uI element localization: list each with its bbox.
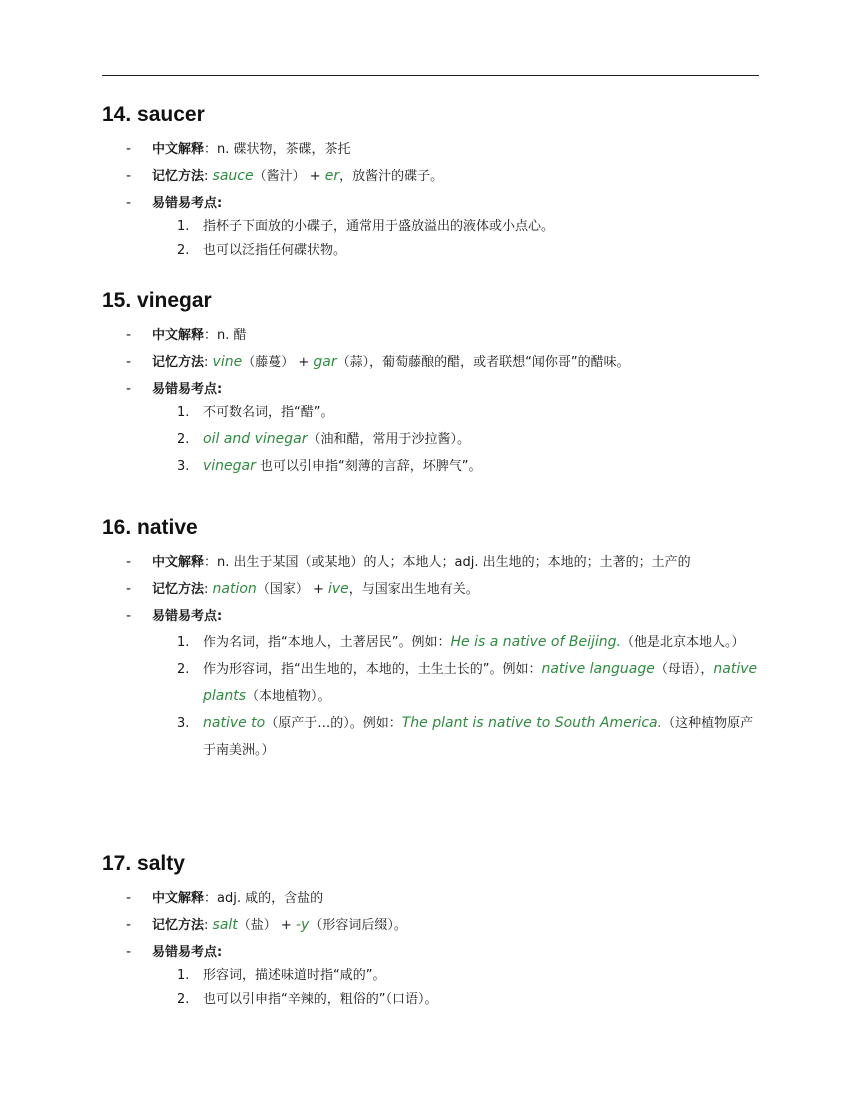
text-fragment: ，放酱汁的碟子。 xyxy=(339,169,444,184)
text-fragment: : xyxy=(204,169,213,184)
english-term: er xyxy=(324,168,340,184)
pitfall-row: - 易错易考点: xyxy=(102,193,759,214)
memory-label: 记忆方法 xyxy=(152,582,205,597)
memory-text xyxy=(204,355,630,370)
pitfall-item xyxy=(102,710,759,764)
memory-text xyxy=(204,582,479,597)
entry-title: 15. vinegar xyxy=(102,289,212,312)
pitfall-label: 易错易考点 xyxy=(152,609,218,624)
english-term: sauce xyxy=(212,168,254,184)
pitfall-item xyxy=(102,402,759,423)
meaning-label: 中文解释 xyxy=(152,142,205,157)
list-number: 1. xyxy=(177,405,190,420)
meaning-label: 中文解释 xyxy=(152,891,205,906)
list-number: 2. xyxy=(177,992,190,1007)
bullet-dash: - xyxy=(126,168,132,184)
text-fragment: 也可以引申指“刻薄的言辞，坏脾气”。 xyxy=(255,459,482,474)
pitfall-item xyxy=(102,216,759,237)
memory-row xyxy=(102,352,759,373)
text-fragment: 也可以引申指“辛辣的，粗俗的”（口语）。 xyxy=(203,992,438,1007)
list-number: 2. xyxy=(177,243,190,258)
text-fragment: （国家） + xyxy=(256,582,328,597)
bullet-dash: - xyxy=(126,890,132,906)
bullet-dash: - xyxy=(126,944,132,960)
memory-label: 记忆方法 xyxy=(152,355,205,370)
pitfall-label: 易错易考点 xyxy=(152,945,218,960)
pitfall-label: 易错易考点 xyxy=(152,382,218,397)
memory-row xyxy=(102,579,759,600)
bullet-dash: - xyxy=(126,354,132,370)
entry-title: 16. native xyxy=(102,516,198,539)
pitfall-row: - 易错易考点: xyxy=(102,942,759,963)
bullet-dash: - xyxy=(126,554,132,570)
bullet-dash: - xyxy=(126,141,132,157)
top-divider xyxy=(102,75,759,76)
bullet-dash: - xyxy=(126,581,132,597)
list-number: 2. xyxy=(177,662,190,677)
meaning-row xyxy=(102,325,759,346)
vocab-entry xyxy=(102,851,759,1013)
entry-title: 14. saucer xyxy=(102,103,205,126)
list-number: 1. xyxy=(177,219,190,234)
pitfall-item xyxy=(102,426,759,453)
meaning-row xyxy=(102,888,759,909)
meaning-label: 中文解释 xyxy=(152,328,205,343)
pitfall-item xyxy=(102,240,759,261)
text-fragment: （本地植物）。 xyxy=(246,689,331,704)
meaning-text: ：n. 出生于某国（或某地）的人；本地人；adj. 出生地的；本地的；土著的；土产的 xyxy=(204,555,691,570)
pitfall-item xyxy=(102,656,759,710)
english-term: He is a native of Beijing. xyxy=(450,634,621,650)
pitfall-label: 易错易考点 xyxy=(152,196,218,211)
text-fragment: 指杯子下面放的小碟子，通常用于盛放溢出的液体或小点心。 xyxy=(203,219,555,234)
text-fragment: 形容词，描述味道时指“咸的”。 xyxy=(203,968,386,983)
text-fragment: （母语）， xyxy=(654,662,714,677)
memory-label: 记忆方法 xyxy=(152,918,205,933)
text-fragment: （他是北京本地人。） xyxy=(620,635,745,650)
english-term: The plant is native to South America. xyxy=(401,715,663,731)
text-fragment: （藤蔓） + xyxy=(242,355,314,370)
meaning-row xyxy=(102,139,759,160)
vocab-entry xyxy=(102,102,759,264)
pitfall-list xyxy=(102,965,759,1010)
list-number: 3. xyxy=(177,716,190,731)
pitfall-item xyxy=(102,453,759,480)
text-fragment: （蒜），葡萄藤酿的醋，或者联想“闻你哥”的醋味。 xyxy=(336,355,630,370)
vocab-entry xyxy=(102,288,759,480)
bullet-dash: - xyxy=(126,327,132,343)
pitfall-item xyxy=(102,629,759,656)
text-fragment: : xyxy=(204,918,213,933)
english-term: nation xyxy=(212,581,257,597)
meaning-label: 中文解释 xyxy=(152,555,205,570)
list-number: 1. xyxy=(177,635,190,650)
text-fragment: （这种植物原产于南美洲。） xyxy=(203,716,754,758)
text-fragment: 也可以泛指任何碟状物。 xyxy=(203,243,347,258)
memory-text xyxy=(204,169,443,184)
english-term: native plants xyxy=(203,661,758,704)
english-term: salt xyxy=(212,917,238,933)
bullet-dash: - xyxy=(126,381,132,397)
pitfall-list xyxy=(102,216,759,261)
text-fragment: : xyxy=(204,582,213,597)
text-fragment: （油和醋，常用于沙拉酱）。 xyxy=(307,432,470,447)
vocab-entry xyxy=(102,515,759,764)
text-fragment: （盐） + xyxy=(237,918,296,933)
bullet-dash: - xyxy=(126,917,132,933)
pitfall-row: - 易错易考点: xyxy=(102,606,759,627)
meaning-text: ：n. 醋 xyxy=(204,328,247,343)
memory-row xyxy=(102,915,759,936)
english-term: vinegar xyxy=(203,458,256,474)
memory-row xyxy=(102,166,759,187)
pitfall-list xyxy=(102,402,759,480)
meaning-text: ：n. 碟状物，茶碟，茶托 xyxy=(204,142,351,157)
text-fragment: （原产于…的）。例如： xyxy=(265,716,402,731)
list-number: 1. xyxy=(177,968,190,983)
meaning-text: ：adj. 咸的，含盐的 xyxy=(204,891,324,906)
text-fragment: ，与国家出生地有关。 xyxy=(348,582,479,597)
pitfall-item xyxy=(102,989,759,1010)
english-term: oil and vinegar xyxy=(203,431,308,447)
meaning-row xyxy=(102,552,759,573)
list-number: 2. xyxy=(177,432,190,447)
text-fragment: 作为形容词，指“出生地的，本地的，土生土长的”。例如： xyxy=(203,662,542,677)
pitfall-row: - 易错易考点: xyxy=(102,379,759,400)
english-term: gar xyxy=(313,354,337,370)
bullet-dash: - xyxy=(126,608,132,624)
text-fragment: （酱汁） + xyxy=(253,169,325,184)
entry-title: 17. salty xyxy=(102,852,185,875)
pitfall-list xyxy=(102,629,759,764)
bullet-dash: - xyxy=(126,195,132,211)
english-term: native language xyxy=(541,661,655,677)
text-fragment: 不可数名词，指“醋”。 xyxy=(203,405,334,420)
text-fragment: 作为名词，指“本地人，土著居民”。例如： xyxy=(203,635,451,650)
pitfall-item xyxy=(102,965,759,986)
memory-text xyxy=(204,918,407,933)
english-term: -y xyxy=(295,917,310,933)
memory-label: 记忆方法 xyxy=(152,169,205,184)
list-number: 3. xyxy=(177,459,190,474)
english-term: native to xyxy=(203,715,266,731)
text-fragment: （形容词后缀）。 xyxy=(309,918,407,933)
text-fragment: : xyxy=(204,355,213,370)
english-term: ive xyxy=(327,581,349,597)
english-term: vine xyxy=(212,354,243,370)
